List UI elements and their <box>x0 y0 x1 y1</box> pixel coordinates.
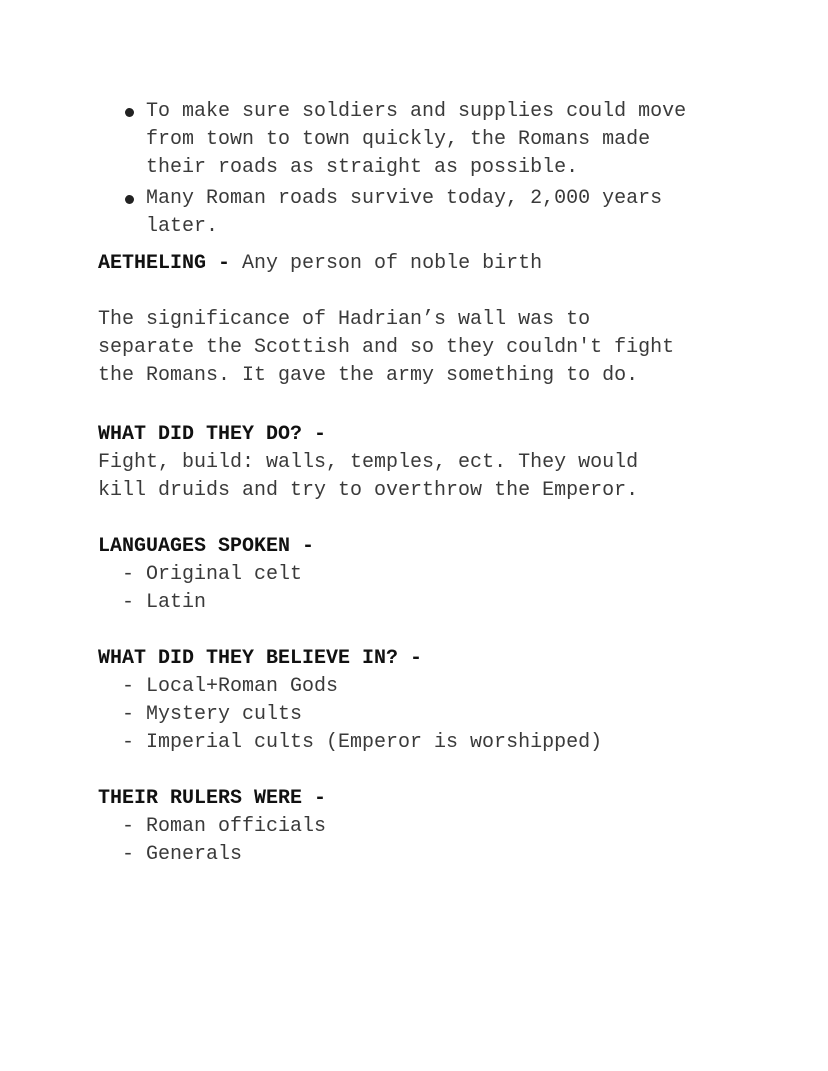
list-item: - Mystery cults <box>122 703 303 726</box>
languages-section <box>98 533 738 617</box>
list-item: - Roman officials <box>122 815 327 838</box>
bullet-line: from town to town quickly, the Romans made <box>146 128 651 151</box>
paragraph-line: kill druids and try to overthrow the Emperor. <box>98 479 639 502</box>
bullet-line: their roads as straight as possible. <box>146 156 579 179</box>
beliefs-section <box>98 645 738 757</box>
aetheling-definition <box>98 250 738 278</box>
list-item: - Original celt <box>122 563 303 586</box>
bullet-item <box>98 98 738 182</box>
section-heading: THEIR RULERS WERE - <box>98 787 327 810</box>
section-heading: WHAT DID THEY DO? - <box>98 423 327 446</box>
bullet-dot-icon <box>125 195 134 204</box>
what-did-they-do-section <box>98 421 738 505</box>
paragraph-line: separate the Scottish and so they couldn't fight <box>98 336 675 359</box>
rulers-section <box>98 785 738 869</box>
document-page <box>98 98 738 869</box>
roads-bullet-list <box>98 98 738 241</box>
aetheling-meaning: Any person of noble birth <box>230 252 543 275</box>
section-heading: WHAT DID THEY BELIEVE IN? - <box>98 647 423 670</box>
bullet-line: Many Roman roads survive today, 2,000 years <box>146 187 663 210</box>
section-heading: LANGUAGES SPOKEN - <box>98 535 315 558</box>
paragraph-line: Fight, build: walls, temples, ect. They would <box>98 451 639 474</box>
list-item: - Latin <box>122 591 207 614</box>
hadrian-paragraph <box>98 306 738 390</box>
bullet-dot-icon <box>125 108 134 117</box>
list-item: - Generals <box>122 843 243 866</box>
list-item: - Imperial cults (Emperor is worshipped) <box>122 731 603 754</box>
aetheling-term: AETHELING - <box>98 252 231 275</box>
bullet-line: To make sure soldiers and supplies could move <box>146 100 687 123</box>
paragraph-line: The significance of Hadrian’s wall was to <box>98 308 591 331</box>
list-item: - Local+Roman Gods <box>122 675 339 698</box>
bullet-item <box>98 185 738 241</box>
bullet-line: later. <box>146 215 219 238</box>
paragraph-line: the Romans. It gave the army something to do. <box>98 364 639 387</box>
